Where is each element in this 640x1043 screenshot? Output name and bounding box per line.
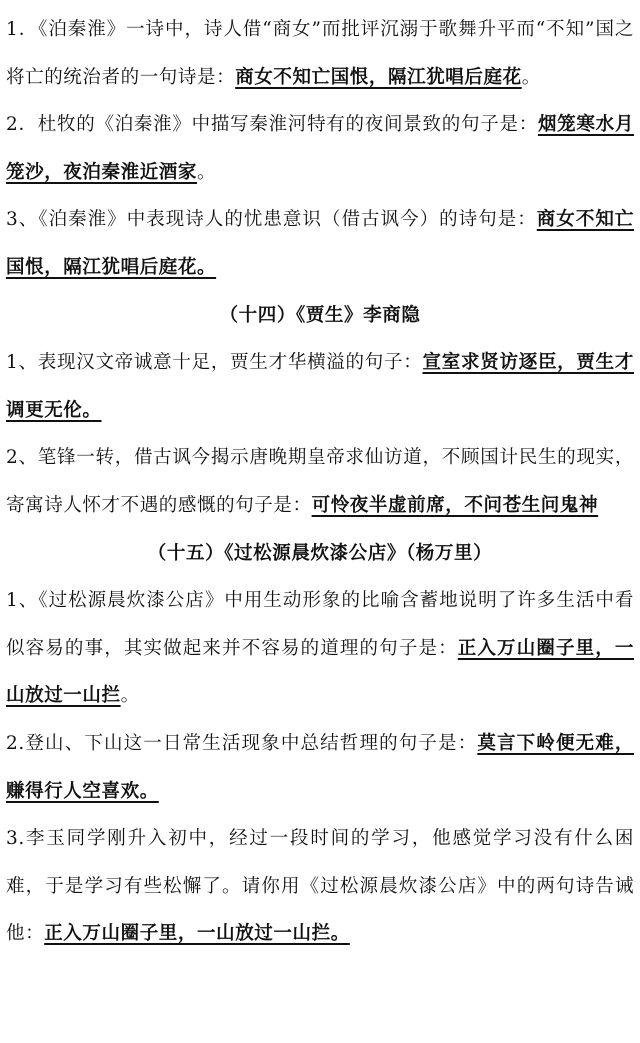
answer-text: 莫言下岭便无难，赚得行人空喜欢。 — [6, 732, 634, 802]
question-text: 2、笔锋一转，借古讽今揭示唐晚期皇帝求仙访道，不顾国计民生的现实，寄寓诗人怀才不遇的感慨的句子是： — [6, 447, 634, 516]
question-paragraph — [6, 720, 634, 815]
question-text: 3.李玉同学刚升入初中，经过一段时间的学习，他感觉学习没有什么困难，于是学习有些松懈了。请你用《过松源晨炊漆公店》中的两句诗告诫他： — [6, 828, 634, 945]
question-text: 2.登山、下山这一日常生活现象中总结哲理的句子是： — [6, 732, 478, 754]
question-paragraph — [6, 196, 634, 291]
question-text: 1、表现汉文帝诚意十足，贾生才华横溢的句子： — [6, 352, 423, 374]
answer-text: 商女不知亡国恨，隔江犹唱后庭花。 — [6, 209, 634, 278]
question-paragraph — [6, 434, 634, 529]
answer-text: 正入万山圈子里，一山放过一山拦。 — [44, 923, 350, 945]
question-text: 2．杜牧的《泊秦淮》中描写秦淮河特有的夜间景致的句子是： — [6, 114, 538, 136]
section-heading: （十五）《过松源晨炊漆公店》（杨万里） — [147, 542, 493, 564]
question-tail: 。 — [197, 161, 217, 183]
section-heading: （十四）《贾生》李商隐 — [219, 304, 421, 326]
question-tail: 。 — [521, 66, 541, 88]
question-paragraph — [6, 577, 634, 720]
answer-text: 商女不知亡国恨，隔江犹唱后庭花 — [235, 66, 522, 88]
question-text: 3、《泊秦淮》中表现诗人的忧患意识（借古讽今）的诗句是： — [6, 209, 537, 231]
answer-text: 可怜夜半虚前席，不问苍生问鬼神 — [311, 494, 599, 516]
answer-text: 烟笼寒水月笼沙，夜泊秦淮近酒家 — [6, 114, 634, 183]
question-text: 1、《过松源晨炊漆公店》中用生动形象的比喻含蓄地说明了许多生活中看似容易的事，其实做起来并不容易的道理的句子是： — [6, 590, 634, 659]
question-paragraph — [6, 101, 634, 196]
question-paragraph — [6, 815, 634, 958]
question-paragraph — [6, 339, 634, 434]
question-text: 1．《泊秦淮》一诗中，诗人借“商女”而批评沉溺于歌舞升平而“不知”国之将亡的统治者的一句诗是： — [6, 19, 634, 88]
answer-text: 宣室求贤访逐臣，贾生才调更无伦。 — [6, 352, 634, 421]
answer-text: 正入万山圈子里，一山放过一山拦 — [6, 637, 634, 707]
question-paragraph — [6, 6, 634, 101]
question-tail: 。 — [120, 685, 140, 707]
